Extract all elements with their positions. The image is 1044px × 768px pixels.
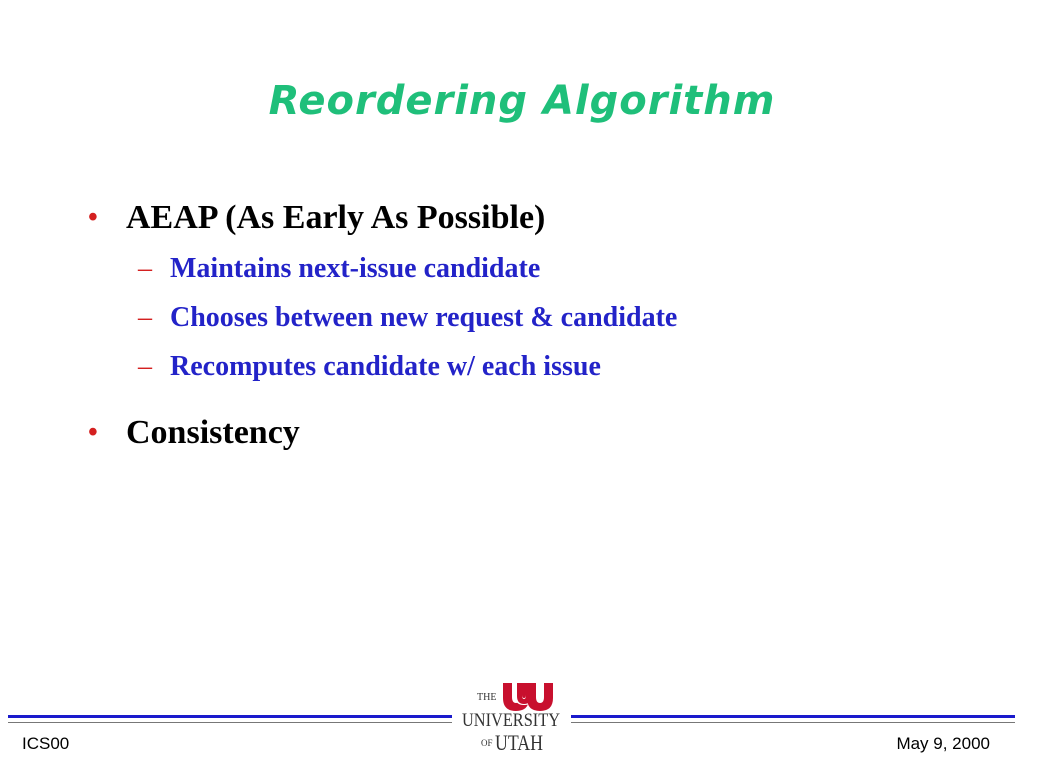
sub-bullet-text: Maintains next-issue candidate (170, 253, 541, 284)
footer-rule-right (571, 715, 1015, 718)
svg-text:OF: OF (481, 738, 493, 748)
dash-marker: – (138, 302, 152, 333)
bullet-text: AEAP (As Early As Possible) (126, 199, 546, 236)
bullet-text: Consistency (126, 414, 300, 451)
bullet-item-consistency (86, 407, 986, 459)
svg-text:UTAH: UTAH (495, 730, 544, 755)
bullet-item-aeap (86, 192, 986, 244)
bullet-list (86, 192, 986, 459)
footer-rule-left (8, 715, 452, 718)
university-of-utah-logo (459, 682, 563, 754)
bullet-marker: • (88, 202, 98, 233)
sub-bullet-list (86, 244, 986, 391)
svg-text:THE: THE (477, 692, 497, 703)
footer-rule-left-thin (8, 722, 452, 723)
sub-bullet-item (86, 293, 986, 342)
footer-rule-right-thin (571, 722, 1015, 723)
dash-marker: – (138, 351, 152, 382)
sub-bullet-text: Recomputes candidate w/ each issue (170, 351, 601, 382)
sub-bullet-text: Chooses between new request & candidate (170, 302, 678, 333)
sub-bullet-item (86, 342, 986, 391)
sub-bullet-item (86, 244, 986, 293)
svg-text:UNIVERSITY: UNIVERSITY (462, 710, 561, 731)
footer-left-text: ICS00 (22, 734, 70, 753)
dash-marker: – (138, 253, 152, 284)
bullet-marker: • (88, 417, 98, 448)
footer-date: May 9, 2000 (896, 734, 990, 753)
slide-title: Reordering Algorithm (268, 78, 776, 124)
